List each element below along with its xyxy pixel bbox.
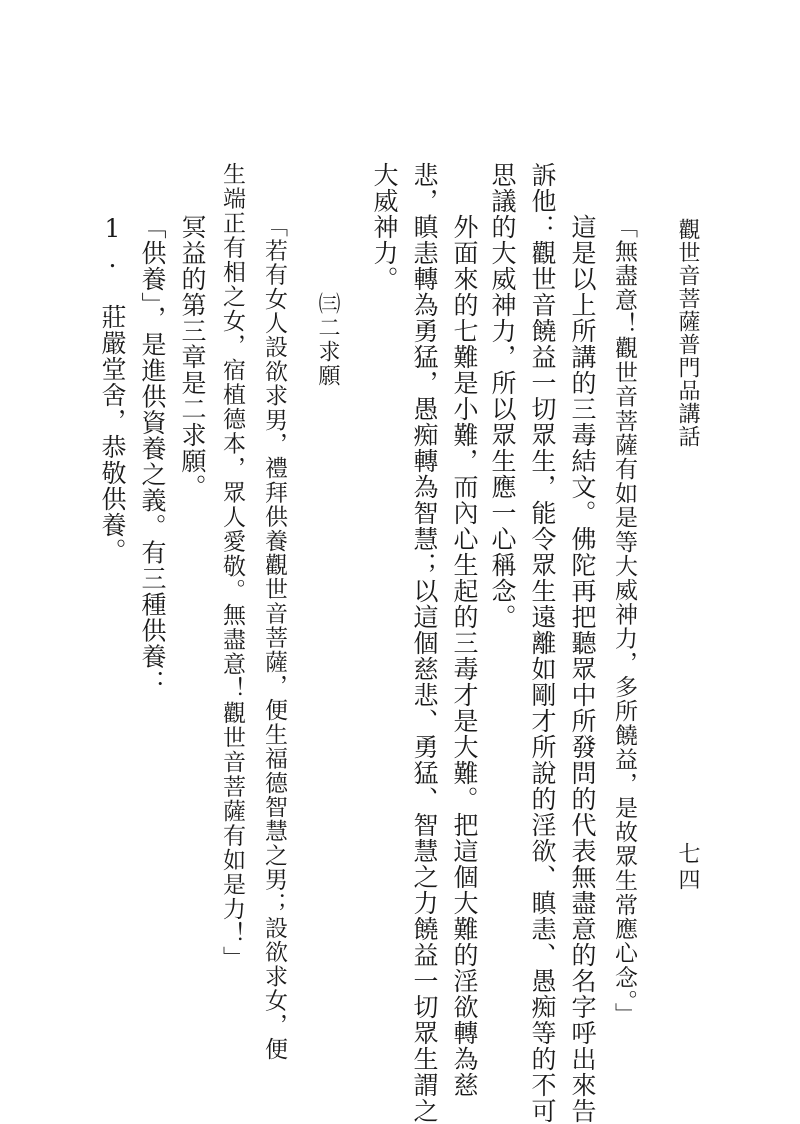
text-column: 「無盡意！觀世音菩薩有如是等大威神力，多所饒益，是故眾生常應心念。」 [611,215,637,1027]
text-column: 「供養」，是進供資養之義。有三種供養： [138,214,167,696]
text-column: 訴他：觀世音饒益一切眾生，能令眾生遠離如剛才所說的淫欲、瞋恚、愚痴等的不可 [528,162,557,1124]
text-column: 外面來的七難是小難，而內心生起的三毒才是大難。把這個大難的淫欲轉為慈 [450,214,479,1098]
text-column: 「若有女人設欲求男，禮拜供養觀世音菩薩，便生福德智慧之男；設欲求女，便 [261,214,287,1061]
section-title: ㈢二求願 [315,292,340,388]
text-column: 冥益的第三章是二求願。 [178,214,207,500]
text-column: 1. 莊嚴堂舍，恭敬供養。 [98,214,127,564]
text-column: 大威神力。 [370,162,399,292]
page-number: 七四 [675,842,700,894]
text-column: 生端正有相之女，宿植德本，眾人愛敬。無盡意！觀世音菩薩有如是力！」 [219,162,245,971]
text-column: 這是以上所講的三毒結文。佛陀再把聽眾中所發問的代表無盡意的名字呼出來告 [568,214,597,1124]
book-title: 觀世音菩薩普門品講話 [675,218,700,448]
text-column: 思議的大威神力，所以眾生應一心稱念。 [488,162,517,630]
text-column: 悲，瞋恚轉為勇猛，愚痴轉為智慧；以這個慈悲、勇猛、智慧之力饒益一切眾生謂之 [410,162,439,1124]
